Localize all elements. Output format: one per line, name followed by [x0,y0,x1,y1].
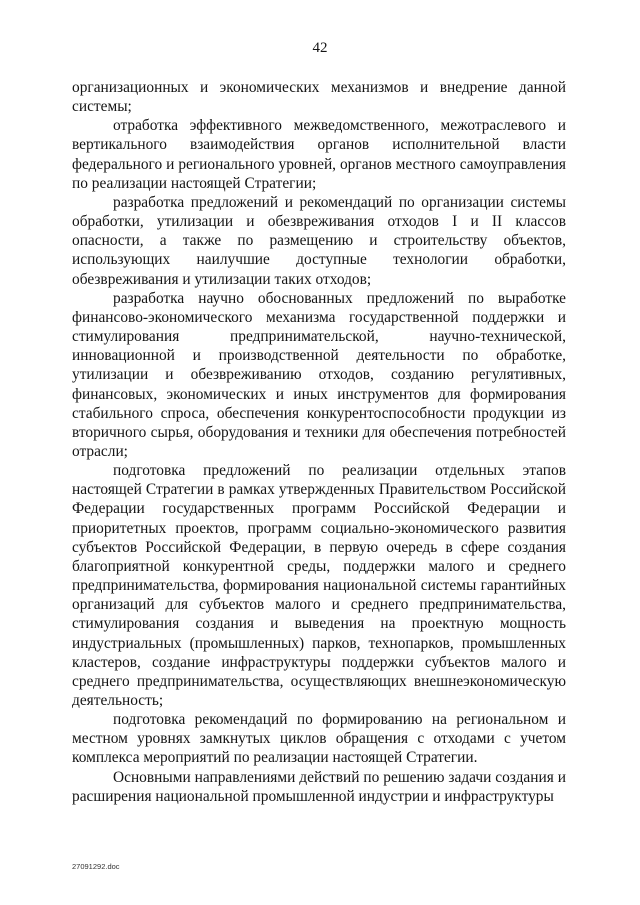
document-body [72,78,566,806]
footer-doc-id: 27091292.doc [72,862,120,871]
paragraph-continuation: организационных и экономических механизмов и внедрение данной системы; [72,79,566,116]
paragraph-financial-mechanism: разработка научно обоснованных предложений по выработке финансово-экономического механизма государственной поддержки и стимулирования предпринимательской, научно-технической, инновационной и производственной деятельности по обработке, утилизации и обезвреживанию отходов, созданию регулятивных, финансовых, экономических и иных инструментов для формирования стабильного спроса, обеспечения конкурентоспособности продукции из вторичного сырья, оборудования и техники для обеспечения потребностей отрасли; [72,289,566,460]
paragraph-interagency: отработка эффективного межведомственного, межотраслевого и вертикального взаимодействия органов исполнительной власти федерального и регионального уровней, органов местного самоуправления по реализации настоящей Стратегии; [72,117,566,192]
paragraph-main-directions: Основными направлениями действий по решению задачи создания и расширения национальной промышленной индустрии и инфраструктуры [72,768,566,805]
page-number: 42 [312,40,328,56]
paragraph-regional-recommendations: подготовка рекомендаций по формированию на региональном и местном уровнях замкнутых циклов обращения с отходами с учетом комплекса мероприятий по реализации настоящей Стратегии. [72,711,566,767]
paragraph-strategy-stages: подготовка предложений по реализации отдельных этапов настоящей Стратегии в рамках утвержденных Правительством Российской Федерации государственных программ Российской Федерации и приоритетных проектов, программ социально-экономического развития субъектов Российской Федерации, в первую очередь в сфере создания благоприятной конкурентной среды, поддержки малого и среднего предпринимательства, формирования национальной системы гарантийных организаций для субъектов малого и среднего предпринимательства, стимулирования создания и выведения на проектную мощность индустриальных (промышленных) парков, технопарков, промышленных кластеров, создание инфраструктуры поддержки субъектов малого и среднего предпринимательства, осуществляющих внешнеэкономическую деятельность; [72,462,566,709]
paragraph-waste-classes: разработка предложений и рекомендаций по организации системы обработки, утилизации и обезвреживания отходов I и II классов опасности, а также по размещению и строительству объектов, использующих наилучшие доступные технологии обработки, обезвреживания и утилизации таких отходов; [72,193,566,288]
